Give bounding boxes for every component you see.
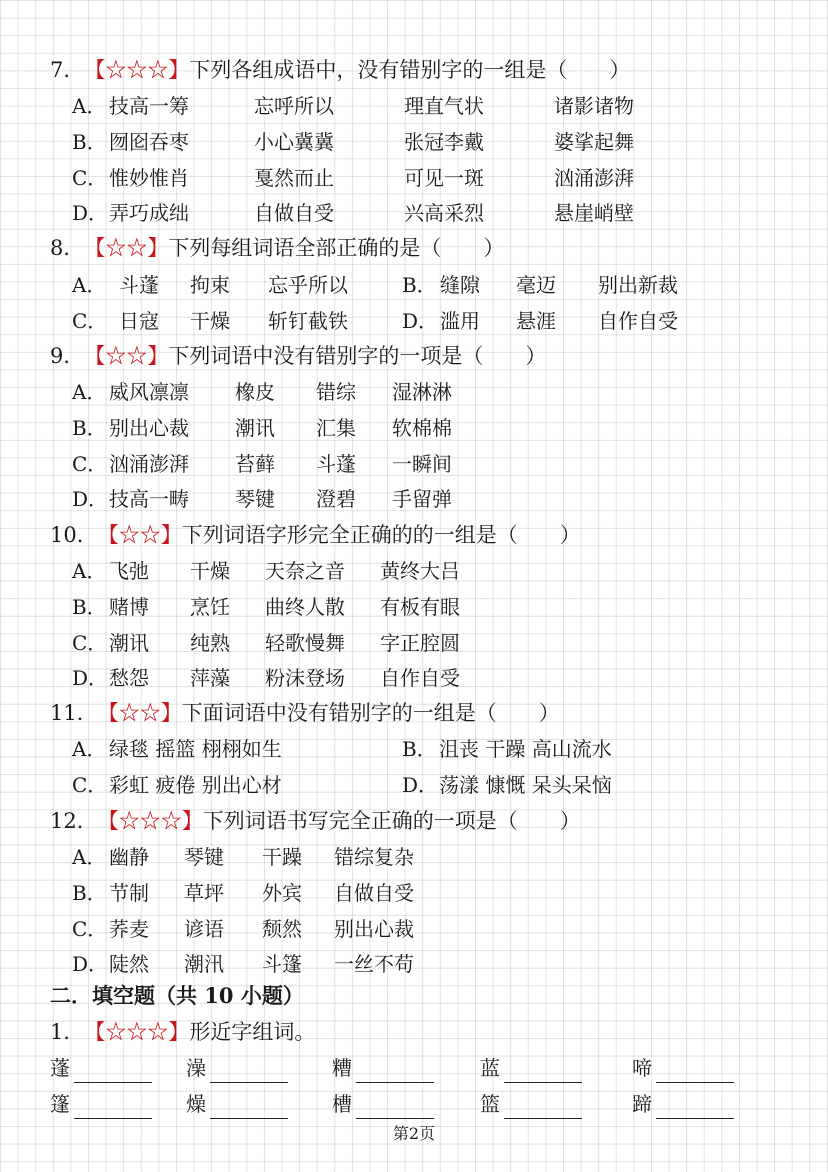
option-word: 汇集 (316, 416, 356, 440)
option-words: 荡漾 慷慨 呆头呆恼 (439, 773, 612, 797)
option-word: 颓然 (262, 917, 302, 941)
option-c (72, 914, 772, 944)
option-word: 别出心裁 (109, 416, 189, 440)
option-word: 斗蓬 (119, 273, 159, 297)
fill-blank-item (480, 1053, 582, 1083)
question-number: 8． (50, 236, 85, 260)
option-word: 婆挲起舞 (554, 130, 634, 154)
option-word: 滥用 (440, 309, 480, 333)
difficulty-stars: 【☆☆】 (84, 344, 169, 368)
option-word: 粉沫登场 (265, 666, 345, 690)
option-words: 沮丧 干躁 高山流水 (439, 737, 612, 761)
fill-blank-item (50, 1053, 152, 1083)
option-word: 谚语 (184, 917, 224, 941)
option-a (72, 556, 772, 586)
question-number: 12． (50, 809, 98, 833)
option-word: 错综复杂 (334, 845, 414, 869)
question-text: 下列词语中没有错别字的一项是（ ） (168, 344, 547, 368)
question-8-stem (50, 233, 504, 263)
option-word: 软棉棉 (392, 416, 452, 440)
option-word: 赌博 (109, 595, 149, 619)
difficulty-stars: 【☆☆】 (97, 701, 182, 725)
option-word: 节制 (109, 881, 149, 905)
question-7-stem (50, 55, 630, 85)
character: 糟 (332, 1056, 352, 1080)
option-word: 外宾 (262, 881, 302, 905)
option-word: 理直气状 (404, 94, 484, 118)
answer-blank[interactable] (356, 1096, 434, 1119)
option-word: 橡皮 (235, 380, 275, 404)
option-word: 自作自受 (598, 309, 678, 333)
option-d (72, 198, 772, 228)
option-word: 错综 (316, 380, 356, 404)
difficulty-stars: 【☆☆☆】 (97, 809, 203, 833)
answer-blank[interactable] (504, 1060, 582, 1083)
option-word: 小心冀冀 (254, 130, 334, 154)
option-word: 愁怨 (109, 666, 149, 690)
answer-blank[interactable] (210, 1060, 288, 1083)
option-label: C． (72, 631, 108, 655)
option-word: 纯熟 (190, 631, 230, 655)
option-word: 潮讯 (235, 416, 275, 440)
option-label: A． (72, 94, 107, 118)
option-c (72, 628, 772, 658)
difficulty-stars: 【☆☆】 (84, 236, 169, 260)
option-word: 忘乎所以 (268, 273, 348, 297)
option-word: 澄碧 (316, 487, 356, 511)
option-label: A． (72, 845, 107, 869)
option-word: 技高一筹 (109, 94, 189, 118)
option-word: 烹饪 (190, 595, 230, 619)
option-word: 琴键 (184, 845, 224, 869)
option-word: 湿淋淋 (392, 380, 452, 404)
option-label: D． (72, 487, 109, 511)
option-word: 潮汛 (184, 952, 224, 976)
fill-blank-item (632, 1089, 734, 1119)
option-label: D． (72, 201, 109, 225)
option-word: 悬涯 (516, 309, 556, 333)
option-label: B． (402, 273, 437, 297)
question-number: 9． (50, 344, 85, 368)
option-word: 斩钉截铁 (268, 309, 348, 333)
answer-blank[interactable] (504, 1096, 582, 1119)
option-word: 自做自受 (334, 881, 414, 905)
option-word: 囫囵吞枣 (109, 130, 189, 154)
option-word: 曲终人散 (265, 595, 345, 619)
option-label: B． (402, 737, 437, 761)
option-row (72, 770, 772, 800)
option-label: B． (72, 881, 107, 905)
option-word: 干躁 (262, 845, 302, 869)
option-word: 轻歌慢舞 (265, 631, 345, 655)
answer-blank[interactable] (74, 1060, 152, 1083)
option-label: A． (72, 273, 107, 297)
option-d (72, 663, 772, 693)
option-label: C． (72, 773, 108, 797)
option-word: 干燥 (190, 559, 230, 583)
option-row (72, 270, 772, 300)
answer-blank[interactable] (210, 1096, 288, 1119)
option-label: B． (72, 130, 107, 154)
question-text: 下列每组词语全部正确的是（ ） (168, 236, 505, 260)
option-word: 别出心裁 (334, 917, 414, 941)
option-word: 萍藻 (190, 666, 230, 690)
option-row (72, 306, 772, 336)
fill-blank-item (50, 1089, 152, 1119)
option-word: 汹涌澎湃 (554, 166, 634, 190)
option-label: D． (402, 773, 439, 797)
question-10-stem (50, 520, 581, 550)
option-word: 天奈之音 (265, 559, 345, 583)
question-text: 下面词语中没有错别字的一组是（ ） (181, 701, 560, 725)
option-label: C． (72, 452, 108, 476)
page-number: 第2页 (392, 1124, 436, 1143)
character: 篷 (50, 1092, 70, 1116)
option-word: 荞麦 (109, 917, 149, 941)
option-word: 苔藓 (235, 452, 275, 476)
character: 篮 (480, 1092, 500, 1116)
option-word: 拘束 (190, 273, 230, 297)
option-b (72, 127, 772, 157)
option-label: C． (72, 917, 108, 941)
option-word: 别出新裁 (598, 273, 678, 297)
option-word: 自做自受 (254, 201, 334, 225)
option-b (72, 413, 772, 443)
character: 蹄 (632, 1092, 652, 1116)
difficulty-stars: 【☆☆】 (97, 523, 182, 547)
character: 澡 (186, 1056, 206, 1080)
question-9-stem (50, 341, 546, 371)
fill-blank-item (186, 1053, 288, 1083)
option-words: 彩虹 疲倦 别出心材 (109, 773, 282, 797)
option-word: 日寇 (119, 309, 159, 333)
fill-blank-item (480, 1089, 582, 1119)
fill-blank-item (186, 1089, 288, 1119)
option-word: 飞弛 (109, 559, 149, 583)
option-word: 干燥 (190, 309, 230, 333)
character: 啼 (632, 1056, 652, 1080)
option-word: 幽静 (109, 845, 149, 869)
option-word: 陡然 (109, 952, 149, 976)
question-text: 形近字组词。 (189, 1020, 316, 1044)
option-c (72, 449, 772, 479)
option-word: 琴键 (235, 487, 275, 511)
question-text: 下列各组成语中，没有错别字的一组是（ ） (189, 58, 631, 82)
option-label: A． (72, 559, 107, 583)
fill-blank-item (332, 1089, 434, 1119)
option-label: D． (72, 952, 109, 976)
option-d (72, 484, 772, 514)
question-11-stem (50, 698, 560, 728)
option-word: 可见一斑 (404, 166, 484, 190)
option-word: 诸影诸物 (554, 94, 634, 118)
question-12-stem (50, 806, 581, 836)
option-word: 自作自受 (380, 666, 460, 690)
question-number: 1． (50, 1020, 85, 1044)
option-word: 惟妙惟肖 (109, 166, 189, 190)
fill-blank-item (332, 1053, 434, 1083)
question-text: 下列词语字形完全正确的的一组是（ ） (181, 523, 581, 547)
question-text: 下列词语书写完全正确的一项是（ ） (202, 809, 581, 833)
option-a (72, 377, 772, 407)
option-words: 绿毯 摇篮 栩栩如生 (109, 737, 282, 761)
option-word: 一丝不苟 (334, 952, 414, 976)
option-word: 技高一畴 (109, 487, 189, 511)
option-word: 张冠李戴 (404, 130, 484, 154)
option-label: D． (402, 309, 439, 333)
option-b (72, 592, 772, 622)
option-label: C． (72, 309, 108, 333)
character: 槽 (332, 1092, 352, 1116)
option-label: A． (72, 737, 107, 761)
section-heading: 二．填空题（共 10 小题） (50, 983, 304, 1008)
question-number: 7． (50, 58, 85, 82)
option-word: 兴高采烈 (404, 201, 484, 225)
option-word: 草坪 (184, 881, 224, 905)
option-d (72, 949, 772, 979)
option-word: 潮讯 (109, 631, 149, 655)
difficulty-stars: 【☆☆☆】 (84, 58, 190, 82)
option-label: D． (72, 666, 109, 690)
option-a (72, 842, 772, 872)
answer-blank[interactable] (656, 1096, 734, 1119)
option-word: 汹涌澎湃 (109, 452, 189, 476)
option-row (72, 734, 772, 764)
option-b (72, 878, 772, 908)
fill-question-stem (50, 1017, 315, 1047)
character: 蓝 (480, 1056, 500, 1080)
fill-blank-item (632, 1053, 734, 1083)
option-word: 有板有眼 (380, 595, 460, 619)
answer-blank[interactable] (356, 1060, 434, 1083)
option-label: B． (72, 595, 107, 619)
option-word: 威风凛凛 (109, 380, 189, 404)
option-label: B． (72, 416, 107, 440)
difficulty-stars: 【☆☆☆】 (84, 1020, 190, 1044)
option-word: 缝隙 (440, 273, 480, 297)
answer-blank[interactable] (74, 1096, 152, 1119)
option-word: 字正腔圆 (380, 631, 460, 655)
question-number: 10． (50, 523, 98, 547)
character: 蓬 (50, 1056, 70, 1080)
question-number: 11． (50, 701, 98, 725)
option-word: 斗蓬 (316, 452, 356, 476)
option-word: 悬崖峭壁 (554, 201, 634, 225)
option-word: 手留弹 (392, 487, 452, 511)
option-label: C． (72, 166, 108, 190)
option-word: 忘呼所以 (254, 94, 334, 118)
option-c (72, 163, 772, 193)
option-word: 斗篷 (262, 952, 302, 976)
option-word: 弄巧成绌 (109, 201, 189, 225)
option-label: A． (72, 380, 107, 404)
option-a (72, 91, 772, 121)
answer-blank[interactable] (656, 1060, 734, 1083)
option-word: 戛然而止 (254, 166, 334, 190)
character: 燥 (186, 1092, 206, 1116)
option-word: 一瞬间 (392, 452, 452, 476)
option-word: 黄终大吕 (380, 559, 460, 583)
option-word: 毫迈 (516, 273, 556, 297)
